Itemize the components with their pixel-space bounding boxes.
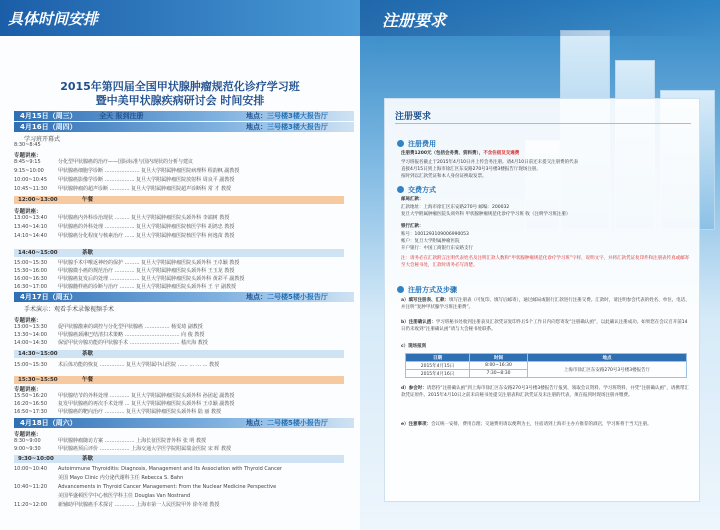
- band-label: 午餐: [82, 197, 94, 203]
- text-line: 账号：1001293109006990053: [401, 232, 469, 237]
- row-time: 16:30~17:00: [14, 284, 48, 290]
- loc-value: 三号楼3楼大报告厅: [267, 112, 328, 120]
- band-label: 午餐: [82, 377, 94, 383]
- step-d-text: 请您持“注册确认函”到上海市徐汇区东安路270号3号楼3楼报告厅报到，领取会议资料、学习班资料，并凭“注册确认函”，请携带汇款凭证原件。2015年4月10日之前未向秘书处提交注册表和汇款凭证及未注册的代表，须在报到时现场注册并缴费。: [401, 386, 689, 398]
- step-e-text: 会议统一安排，费用自理；交通费用请以便利为主，住宿请到上海市主办方推荐的酒店，学习班将于当天注册。: [431, 422, 652, 427]
- day-location: [246, 418, 328, 428]
- row-time: 10:00~10:40: [14, 466, 48, 472]
- bank-label: 银行汇款：: [401, 224, 424, 229]
- row-topic: 复发甲状腺癌的再次手术处理 … 复旦大学附属肿瘤医院头颈外科 王卓颖 副教授: [58, 401, 235, 407]
- row-time: 15:00~15:30: [14, 260, 48, 266]
- schedule-title-line1: 2015年第四届全国甲状腺肿瘤规范化诊疗学习班: [60, 80, 300, 93]
- row-topic: 甲状腺手术中喉返神经的保护 ……… 复旦大学附属肿瘤医院头颈外科 王卓颖 教授: [58, 260, 240, 266]
- step-c-label: c）现场报到: [401, 344, 427, 349]
- text-line: 开户银行：中国工商银行东安路支行: [401, 246, 473, 251]
- schedule-row: [14, 158, 344, 166]
- step-e-label: e）注意事项：: [401, 422, 432, 427]
- col-date: 日期: [406, 354, 470, 362]
- row-topic: 美国华盛顿医学中心核医学科主任 Douglas Van Nostrand: [58, 493, 191, 499]
- section-lecture-1: 专题讲座：: [14, 153, 42, 159]
- lunch-band-2: [14, 376, 344, 384]
- row-time: 8:30~9:00: [14, 438, 41, 444]
- day-date: 4月16日（周四）: [20, 123, 77, 131]
- loc-label: 地点：: [246, 112, 267, 120]
- schedule-row: [14, 185, 344, 193]
- loc-label: 地点：: [246, 419, 267, 427]
- schedule-row: [14, 167, 344, 175]
- section-lecture-4: 专题讲座：: [14, 387, 42, 393]
- row-topic: 甲状腺癌分化程度与核素治疗 …… 复旦大学附属肿瘤医院核医学科 何逸苗 教授: [58, 233, 235, 239]
- bullet-icon: [397, 140, 404, 147]
- row-topic: 保留甲状旁腺功能的甲状腺手术 ………………………… 嵇庆海 教授: [58, 340, 208, 346]
- row-topic: 甲状腺髓样癌的诊断与治疗 ……… 复旦大学附属肿瘤医院头颈外科 王 宇 副教授: [58, 284, 236, 290]
- fee-section-label: 注册费用: [408, 140, 436, 148]
- schedule-row: [14, 331, 344, 339]
- lunch-band: [14, 196, 344, 204]
- band-time: 14:40~15:00: [18, 250, 58, 256]
- section-lecture-3: 专题讲座：: [14, 318, 42, 324]
- bullet-icon: [397, 286, 404, 293]
- loc-value: 二号楼5楼小报告厅: [267, 419, 328, 427]
- row-topic: 术后体功能的恢复 …………… 复旦大学附属中山医院 …… … … … 教授: [58, 362, 220, 368]
- row-time: 14:10~14:40: [14, 233, 48, 239]
- band-label: 茶歇: [82, 351, 94, 357]
- band-label: 茶歇: [82, 456, 94, 462]
- cell-time: 7:30~8:30: [470, 370, 528, 378]
- row-time: 11:20~12:00: [14, 502, 48, 508]
- schedule-row: [14, 437, 344, 445]
- text-line: 汇款地址：上海市徐汇区东安路270号 邮编：200032: [401, 205, 510, 210]
- row-topic: 甲状腺癌颈淋巴结清扫术策略 …………………………… 向 俊 教授: [58, 332, 205, 338]
- fee-note: 不含住宿及交通费: [483, 151, 520, 156]
- row-topic: Advancements in Thyroid Cancer Management: From the Nuclear Medicine Perspective: [58, 484, 277, 490]
- row-time: 13:00~13:30: [14, 324, 48, 330]
- tea-band-3: [14, 455, 344, 463]
- band-time: 9:30~10:00: [18, 456, 54, 462]
- schedule-row: [14, 465, 344, 473]
- mail-details: [401, 204, 691, 218]
- row-time: 15:50~16:20: [14, 393, 48, 399]
- section-video: 手术演示：观看手术录像视频手术: [24, 306, 115, 313]
- step-a-text: 填写注册表（可复印、填写后邮寄），通过邮局或银行汇款进行注册交费。汇款时，请注明参会代表的姓名、单位、电话、并注明“复肿甲状腺学习班注册费”。: [401, 298, 690, 310]
- day-date: 4月18日（周六）: [20, 419, 77, 427]
- schedule-row: [14, 501, 344, 509]
- row-time: 9:15~10:00: [14, 168, 44, 174]
- row-topic: 甲状腺肿瘤随访方案 ……………… 上海长征医院普外科 张 明 教授: [58, 438, 206, 444]
- row-topic: 甲状腺癌内外科诊治现状 ……… 复旦大学附属肿瘤医院头颈外科 李端树 教授: [58, 215, 230, 221]
- row-time: 13:30~14:00: [14, 332, 48, 338]
- payment-section-header: [397, 185, 436, 195]
- schedule-row: [14, 267, 344, 275]
- row-topic: 甲状腺结节的外科处理 ………… 复旦大学附属肿瘤医院头颈外科 孙团起 副教授: [58, 393, 235, 399]
- tea-band-2: [14, 350, 344, 358]
- row-topic: 新辅助甲状腺癌手术探讨 ………… 上海市第一人民医院甲外 徐冬靖 教授: [58, 502, 220, 508]
- schedule-row: [14, 259, 344, 267]
- row-time: 9:00~9:30: [14, 446, 41, 452]
- row-time: 14:00~14:30: [14, 340, 48, 346]
- step-d: [401, 385, 691, 399]
- registration-header-bar: [360, 0, 720, 36]
- cell-date: 2015年4月15日: [406, 362, 470, 370]
- fee-description: [401, 159, 691, 180]
- schedule-row: [14, 492, 344, 500]
- schedule-row: [14, 474, 344, 482]
- day-date: 4月17日（周五）: [20, 293, 77, 301]
- day-location: [246, 292, 328, 302]
- day-bar-apr18: [14, 418, 354, 428]
- day-location: [246, 122, 328, 132]
- schedule-title: [0, 80, 360, 108]
- row-time: 13:40~14:10: [14, 224, 48, 230]
- step-d-label: d）参会时：: [401, 386, 427, 391]
- schedule-title-line2: 暨中美甲状腺疾病研讨会 时间安排: [95, 94, 265, 107]
- schedule-header-title: 具体时间安排: [8, 10, 99, 28]
- loc-label: 地点：: [246, 293, 267, 301]
- step-b: [401, 319, 691, 333]
- row-time: 13:00~13:40: [14, 215, 48, 221]
- schedule-row: [14, 283, 344, 291]
- text-line: 学习班报名截止于2015年4月10日并上传会务注册。请4月10日前还未提交注册费的代表: [401, 160, 579, 165]
- time-opening: [14, 141, 344, 149]
- step-e: [401, 421, 691, 428]
- text-line: 按时到以汇款凭证和本人身份证换取发票。: [401, 174, 487, 179]
- loc-value: 二号楼5楼小报告厅: [267, 293, 328, 301]
- tea-band: [14, 249, 344, 257]
- section-opening: 学习班开幕式: [24, 136, 61, 143]
- row-topic: 甲状腺癌的外科处理 ……………… 复旦大学附属肿瘤医院核医学科 胡鸿忠 教授: [58, 224, 235, 230]
- payment-note: 注：请务必在汇款附言注明代表姓名及注明汇款人数和“甲状腺肿瘤规范化诊疗学习班”字样，说明文字，并将汇款凭证复印件和注册表传真或邮寄至大会秘书处，汇款时请务必写清楚。: [401, 256, 690, 268]
- row-topic: 促甲状腺激素的调控与分化型甲状腺癌 …………… 杨雯琦 副教授: [58, 324, 203, 330]
- payment-section-label: 交费方式: [408, 186, 436, 194]
- section-lecture-2: 专题讲座：: [14, 209, 42, 215]
- fee-section-header: [397, 139, 436, 149]
- row-topic: 甲状腺肿瘤的超声诊断 ………… 复旦大学附属肿瘤医院超声诊断科 常 才 教授: [58, 186, 231, 192]
- schedule-header-bar: [0, 0, 360, 36]
- steps-section-header: [397, 285, 457, 295]
- col-location: 地点: [528, 354, 687, 362]
- day-bar-apr16: [14, 122, 354, 132]
- row-topic: 甲状腺癌预后评价 ……………… 上海交通大学医学院附属瑞金医院 宋 晖 教授: [58, 446, 231, 452]
- step-a: [401, 297, 691, 311]
- day-desc: 全天 报到注册: [99, 112, 144, 120]
- text-line: 帐户：复旦大学附属肿瘤医院: [401, 239, 460, 244]
- step-a-label: a）填写注册表、汇款：: [401, 298, 450, 303]
- schedule-row: [14, 214, 344, 222]
- fee-label: 注册费1200元（包括会务费、资料费）: [401, 151, 479, 156]
- col-time: 时间: [470, 354, 528, 362]
- table-row: [406, 362, 687, 370]
- schedule-row: [14, 408, 344, 416]
- text-line: 直接4月15日到上海市徐汇区东安路270号3号楼3楼报告厅现场注册。: [401, 167, 541, 172]
- band-time: 12:00~13:00: [18, 197, 58, 203]
- schedule-row: [14, 232, 344, 240]
- row-topic: 甲状腺微小癌的规范治疗 ………… 复旦大学附属肿瘤医院头颈外科 王玉龙 教授: [58, 268, 235, 274]
- panel-divider: [395, 123, 691, 124]
- row-topic: 分化型甲状腺癌的治疗——国际标准与国内现状的分析与建议: [58, 159, 194, 165]
- step-b-text: 学习班秘书处收到注册表及汇款凭证复印件后5个工作日内向您寄发“注册确认函”，以此确认注册成功。如果您在会议召开前14日仍未收到“注册确认函”请与大会秘书处联系。: [401, 320, 688, 332]
- cell-date: 2015年4月16日: [406, 370, 470, 378]
- row-topic: 美国 Mayo Clinic 内分泌代谢科主任 Rebecca S. Bahn: [58, 475, 184, 481]
- loc-value: 三号楼3楼大报告厅: [267, 123, 328, 131]
- schedule-row: [14, 223, 344, 231]
- schedule-row: [14, 361, 344, 369]
- schedule-row: [14, 176, 344, 184]
- band-time: 14:30~15:00: [18, 351, 58, 357]
- row-time: 16:50~17:30: [14, 409, 48, 415]
- row-time: 16:00~16:30: [14, 276, 48, 282]
- row-time: 15:30~16:00: [14, 268, 48, 274]
- schedule-row: [14, 392, 344, 400]
- fee-amount: 注册费1200元（包括会务费、资料费），不含住宿及交通费: [401, 151, 520, 156]
- row-time: 15:00~15:30: [14, 362, 48, 368]
- row-time: 8:45~9:15: [14, 159, 41, 165]
- bank-details: [401, 231, 691, 252]
- registration-header-title: 注册要求: [382, 11, 447, 30]
- day-date: 4月15日（周三）: [20, 112, 77, 120]
- row-topic: 甲状腺癌细胞学诊断 ………………… 复旦大学附属肿瘤医院病理科 程韵枫 副教授: [58, 168, 240, 174]
- row-time: 10:45~11:30: [14, 186, 48, 192]
- section-lecture-5: 专题讲座：: [14, 432, 42, 438]
- band-time: 15:30~15:50: [18, 377, 58, 383]
- day-location: [246, 111, 328, 121]
- step-b-label: b）注册确认函：: [401, 320, 436, 325]
- mail-label: 邮局汇款：: [401, 197, 424, 202]
- row-topic: 甲状腺癌复发后的处理 ……………… 复旦大学附属肿瘤医院头颈外科 黄彩平 副教授: [58, 276, 245, 282]
- steps-section-label: 注册方式及步骤: [408, 286, 457, 294]
- row-topic: 甲状腺癌影像学诊断 ……………… 复旦大学附属肿瘤医院放射科 周良平 副教授: [58, 177, 235, 183]
- cell-time: 8:00~16:30: [470, 362, 528, 370]
- schedule-row: [14, 483, 344, 491]
- panel-title: 注册要求: [395, 112, 432, 122]
- band-label: 茶歇: [82, 250, 94, 256]
- row-time: 10:40~11:20: [14, 484, 48, 490]
- schedule-row: [14, 445, 344, 453]
- schedule-row: [14, 400, 344, 408]
- day-bar-apr17: [14, 292, 354, 302]
- schedule-row: [14, 323, 344, 331]
- registration-panel: [384, 98, 700, 502]
- row-time: 8:30~8:45: [14, 142, 41, 148]
- row-topic: Autoimmune Thyroiditis: Diagnosis, Management and Its Association with Thyroid Cancer: [58, 466, 282, 472]
- schedule-row: [14, 339, 344, 347]
- row-time: 16:20~16:50: [14, 401, 48, 407]
- bullet-icon: [397, 186, 404, 193]
- onsite-schedule-table: [405, 353, 687, 378]
- loc-label: 地点：: [246, 123, 267, 131]
- day-bar-apr15: [14, 111, 354, 121]
- schedule-row: [14, 275, 344, 283]
- cell-location: 上海市徐汇区东安路270号3号楼3楼报告厅: [528, 362, 687, 378]
- row-time: 10:00~10:45: [14, 177, 48, 183]
- row-topic: 甲状腺癌的靶向治疗 ………… 复旦大学附属肿瘤医院头颈外科 陆 丽 教授: [58, 409, 221, 415]
- text-line: 复旦大学附属肿瘤医院头颈外科 甲状腺肿瘤规范化诊疗学习班 收（注明学习班注册）: [401, 212, 571, 217]
- table-header-row: [406, 354, 687, 362]
